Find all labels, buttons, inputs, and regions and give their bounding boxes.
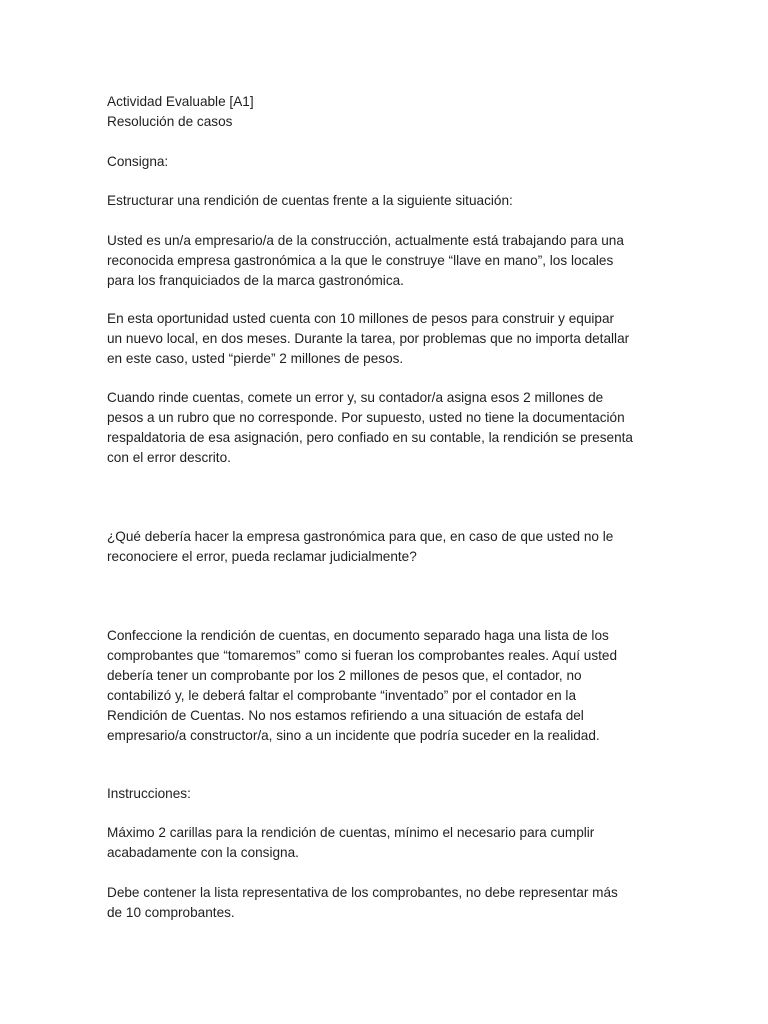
instruction-line: de 10 comprobantes. <box>107 905 235 920</box>
consigna-heading <box>107 152 667 172</box>
instruction-line: acabadamente con la consigna. <box>107 845 299 860</box>
paragraph-line: En esta oportunidad usted cuenta con 10 millones de pesos para construir y equipar <box>107 311 615 326</box>
paragraph-line: respaldatoria de esa asignación, pero confiado en su contable, la rendición se presenta <box>107 430 633 445</box>
consigna-label: Consigna: <box>107 154 169 169</box>
paragraph-line: un nuevo local, en dos meses. Durante la tarea, por problemas que no importa detallar <box>107 331 630 346</box>
instruction-list <box>107 883 667 923</box>
paragraph-situation <box>107 231 667 291</box>
paragraph-line: Rendición de Cuentas. No nos estamos refiriendo a una situación de estafa del <box>107 708 584 723</box>
paragraph-line: comprobantes que “tomaremos” como si fueran los comprobantes reales. Aquí usted <box>107 648 618 663</box>
paragraph-line: Confeccione la rendición de cuentas, en documento separado haga una lista de los <box>107 628 609 643</box>
question-line: reconociere el error, pueda reclamar judicialmente? <box>107 549 417 564</box>
paragraph-line: para los franquiciados de la marca gastronómica. <box>107 273 404 288</box>
instructions-heading <box>107 784 667 804</box>
paragraph-line: empresario/a constructor/a, sino a un incidente que podría suceder en la realidad. <box>107 728 600 743</box>
document-title: Actividad Evaluable [A1] <box>107 94 254 109</box>
paragraph-line: Cuando rinde cuentas, comete un error y, su contador/a asigna esos 2 millones de <box>107 390 604 405</box>
paragraph-line: pesos a un rubro que no corresponde. Por supuesto, usted no tiene la documentación <box>107 410 625 425</box>
instruction-line: Máximo 2 carillas para la rendición de cuentas, mínimo el necesario para cumplir <box>107 825 595 840</box>
paragraph-error <box>107 388 667 468</box>
paragraph-line: con el error descrito. <box>107 450 231 465</box>
intro-line: Estructurar una rendición de cuentas frente a la siguiente situación: <box>107 193 513 208</box>
paragraph-line: debería tener un comprobante por los 2 millones de pesos que, el contador, no <box>107 668 582 683</box>
instruction-length <box>107 823 667 863</box>
paragraph-line: Usted es un/a empresario/a de la construcción, actualmente está trabajando para una <box>107 233 624 248</box>
document-subtitle: Resolución de casos <box>107 114 233 129</box>
paragraph-task <box>107 626 667 746</box>
paragraph-line: contabilizó y, le deberá faltar el comprobante “inventado” por el contador en la <box>107 688 577 703</box>
intro-paragraph <box>107 191 667 211</box>
instructions-label: Instrucciones: <box>107 786 191 801</box>
paragraph-budget <box>107 309 667 369</box>
paragraph-line: reconocida empresa gastronómica a la que le construye “llave en mano”, los locales <box>107 253 614 268</box>
question-paragraph <box>107 527 667 567</box>
instruction-line: Debe contener la lista representativa de los comprobantes, no debe representar más <box>107 885 618 900</box>
document-header <box>107 92 667 132</box>
paragraph-line: en este caso, usted “pierde” 2 millones de pesos. <box>107 351 404 366</box>
question-line: ¿Qué debería hacer la empresa gastronómica para que, en caso de que usted no le <box>107 529 614 544</box>
